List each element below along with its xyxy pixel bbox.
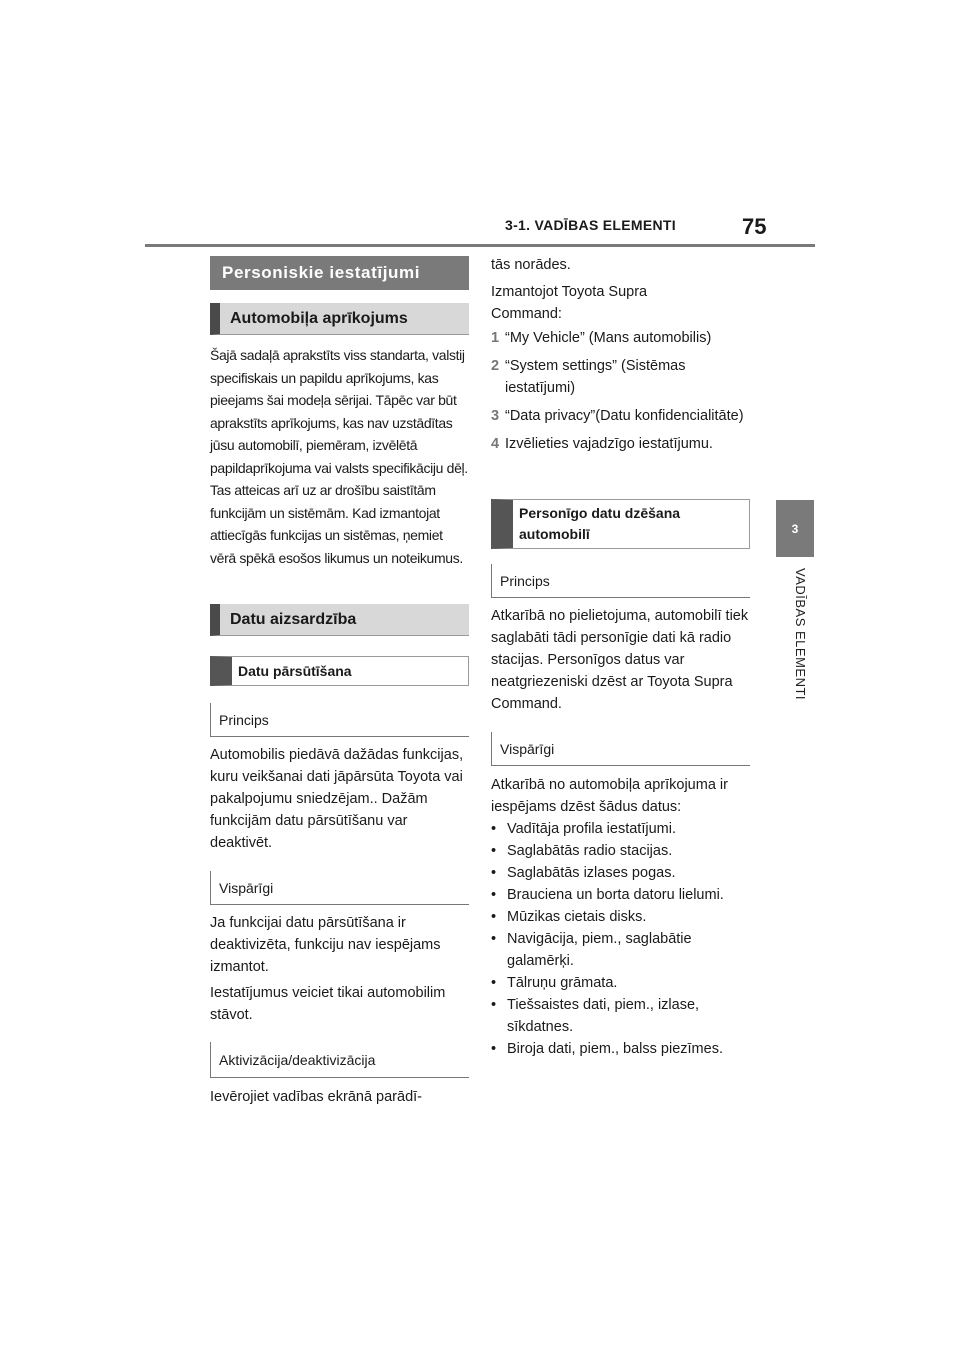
page-number: 75 bbox=[742, 214, 767, 239]
general-text-1: Ja funkcijai datu pārsūtīšana ir deaktivizēta, funkciju nav iespējams izmantot. bbox=[210, 915, 441, 975]
general-text-2: Iestatījumus veiciet tikai automobilim stāvot. bbox=[210, 985, 446, 1023]
principle-text-right: Atkarībā no pielietojuma, automobilī tiek saglabāti tādi personīgie dati kā radio stacijas. Personīgos datus var neatgriezeniski dzēst ar Toyota Supra Command. bbox=[491, 608, 749, 712]
step-text: Izvēlieties vajadzīgo iestatījumu. bbox=[505, 436, 713, 452]
list-item: • Mūzikas cietais disks. bbox=[491, 909, 647, 925]
list-item: • Tālruņu grāmata. bbox=[491, 975, 618, 991]
label-principle-right: Princips bbox=[491, 564, 750, 598]
step-item bbox=[491, 327, 753, 349]
label-activation: Aktivizācija/deaktivizācija bbox=[210, 1042, 469, 1078]
header-rule bbox=[145, 244, 815, 247]
steps-intro-text: Izmantojot Toyota Supra Command: bbox=[491, 284, 648, 322]
list-item: • Navigācija, piem., saglabātie galamērķi. bbox=[491, 931, 692, 969]
continued-text: tās norādes. bbox=[491, 257, 571, 273]
section-band-personal-settings: Personiskie iestatījumi bbox=[210, 256, 469, 290]
step-item bbox=[491, 433, 753, 455]
label-general: Vispārīgi bbox=[210, 871, 469, 905]
step-number: 1 bbox=[491, 330, 500, 346]
general-text-right: Atkarībā no automobiļa aprīkojuma ir iespējams dzēst šādus datus: bbox=[491, 777, 728, 815]
subsection-heading-data-protection: Datu aizsardzība bbox=[210, 604, 469, 636]
deletable-data-list bbox=[491, 818, 753, 1060]
list-item: • Saglabātās izlases pogas. bbox=[491, 865, 676, 881]
label-principle: Princips bbox=[210, 703, 469, 737]
equipment-intro-text: Šajā sadaļā aprakstīts viss standarta, valstij specifiskais un papildu aprīkojums, kas pieejams šai modeļa sērijai. Tāpēc var būt aprakstīts aprīkojums, kas nav uzstādītas jūsu automobilī, piemēram, izvēlētā papildaprīkojuma vai valsts specifikāciju dēļ. Tas atteicas arī uz ar drošību saistītām funkcijām un sistēmām. Kad izmantojat attiecīgās funkcijas un sistēmas, ņemiet vērā spēkā esošos likumus un noteikumus. bbox=[210, 347, 468, 566]
list-item: • Vadītāja profila iestatījumi. bbox=[491, 821, 676, 837]
subsection-heading-equipment: Automobiļa aprīkojums bbox=[210, 303, 469, 335]
step-number: 3 bbox=[491, 408, 500, 424]
topic-heading-text: Personīgo datu dzēšana automobilī bbox=[519, 505, 681, 542]
running-header-section: 3-1. VADĪBAS ELEMENTI bbox=[505, 217, 676, 233]
step-number: 2 bbox=[491, 358, 500, 374]
step-text: “Data privacy”(Datu konfidencialitāte) bbox=[505, 408, 744, 424]
activation-text: Ievērojiet vadības ekrānā parādī- bbox=[210, 1089, 422, 1105]
topic-heading-delete-personal-data bbox=[491, 499, 750, 549]
list-item: • Brauciena un borta datoru lielumi. bbox=[491, 887, 724, 903]
chapter-tab-number: 3 bbox=[776, 500, 814, 557]
chapter-tab-label: VADĪBAS ELEMENTI bbox=[793, 568, 808, 701]
step-item bbox=[491, 355, 753, 399]
step-item bbox=[491, 405, 753, 427]
principle-text: Automobilis piedāvā dažādas funkcijas, kuru veikšanai dati jāpārsūta Toyota vai pakalpojumu sniedzējam.. Dažām funkcijām datu pārsūtīšanu var deaktivēt. bbox=[210, 747, 464, 851]
list-item: • Tiešsaistes dati, piem., izlase, sīkdatnes. bbox=[491, 997, 700, 1035]
step-text: “My Vehicle” (Mans automobilis) bbox=[505, 330, 712, 346]
topic-heading-data-transfer: Datu pārsūtīšana bbox=[210, 656, 469, 686]
step-number: 4 bbox=[491, 436, 500, 452]
step-text: “System settings” (Sistēmas iestatījumi) bbox=[505, 358, 686, 396]
label-general-right: Vispārīgi bbox=[491, 732, 750, 766]
list-item: • Biroja dati, piem., balss piezīmes. bbox=[491, 1041, 723, 1057]
list-item: • Saglabātās radio stacijas. bbox=[491, 843, 673, 859]
step-list bbox=[491, 327, 753, 455]
